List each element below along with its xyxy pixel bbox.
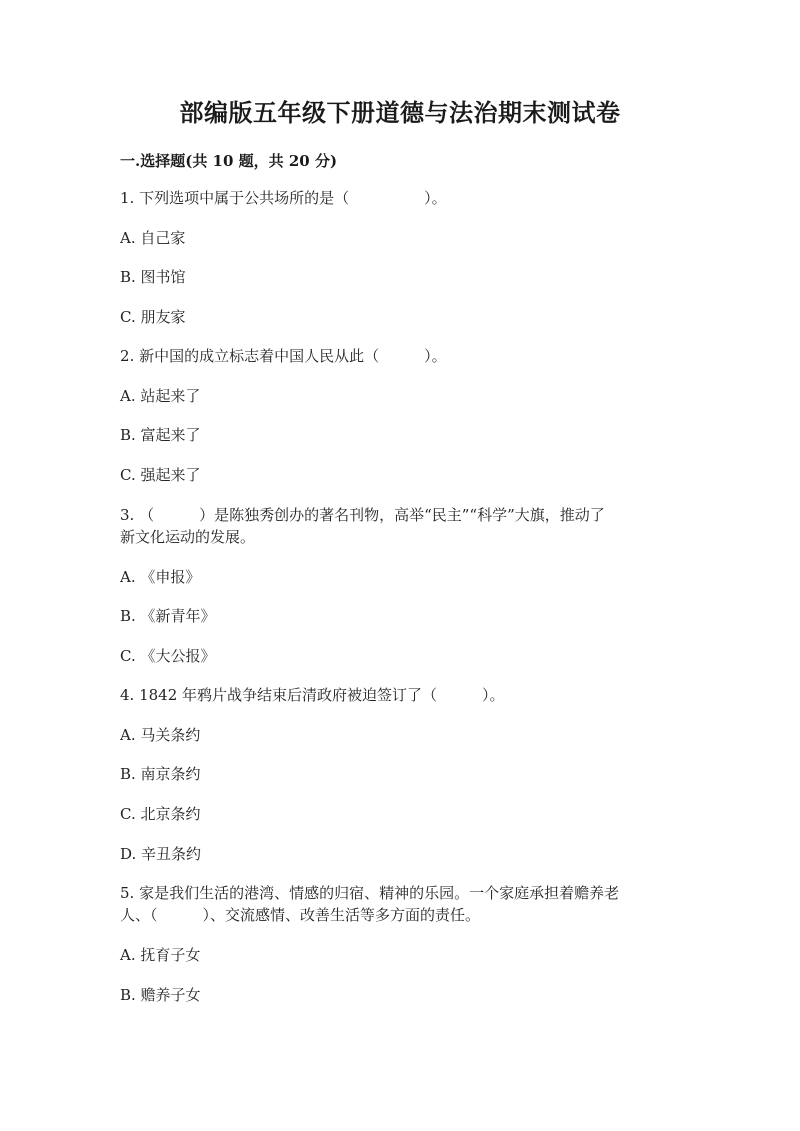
question-4-option-b[interactable]: B. 南京条约 [120,765,201,783]
question-4-option-a[interactable]: A. 马关条约 [120,726,201,744]
question-3-stem-line1: 3. （ ）是陈独秀创办的著名刊物，高举“民主”“科学”大旗，推动了 [120,506,605,524]
question-2-option-b[interactable]: B. 富起来了 [120,426,201,444]
question-3-option-b[interactable]: B. 《新青年》 [120,607,216,625]
question-2-option-a[interactable]: A. 站起来了 [120,387,201,405]
question-1-option-c[interactable]: C. 朋友家 [120,308,186,326]
question-3-option-c[interactable]: C. 《大公报》 [120,647,216,665]
question-4-option-d[interactable]: D. 辛丑条约 [120,845,202,863]
question-1-option-b[interactable]: B. 图书馆 [120,268,186,286]
page-title: 部编版五年级下册道德与法治期末测试卷 [179,98,621,127]
question-5-option-b[interactable]: B. 赡养子女 [120,986,201,1004]
question-2-option-c[interactable]: C. 强起来了 [120,466,201,484]
question-3-stem-line2: 新文化运动的发展。 [120,528,256,546]
question-1-option-a[interactable]: A. 自己家 [120,229,186,247]
question-5-option-a[interactable]: A. 抚育子女 [120,946,201,964]
question-4-stem: 4. 1842 年鸦片战争结束后清政府被迫签订了（ ）。 [120,686,505,704]
question-3-option-a[interactable]: A. 《申报》 [120,568,201,586]
question-4-option-c[interactable]: C. 北京条约 [120,805,201,823]
question-5-stem-line2: 人、（ ）、交流感情、改善生活等多方面的责任。 [120,906,481,924]
question-5-stem-line1: 5. 家是我们生活的港湾、情感的归宿、精神的乐园。一个家庭承担着赡养老 [120,884,620,902]
question-2-stem: 2. 新中国的成立标志着中国人民从此（ ）。 [120,347,447,365]
section-header: 一.选择题(共 10 题，共 20 分) [120,152,338,170]
question-1-stem: 1. 下列选项中属于公共场所的是（ ）。 [120,189,447,207]
